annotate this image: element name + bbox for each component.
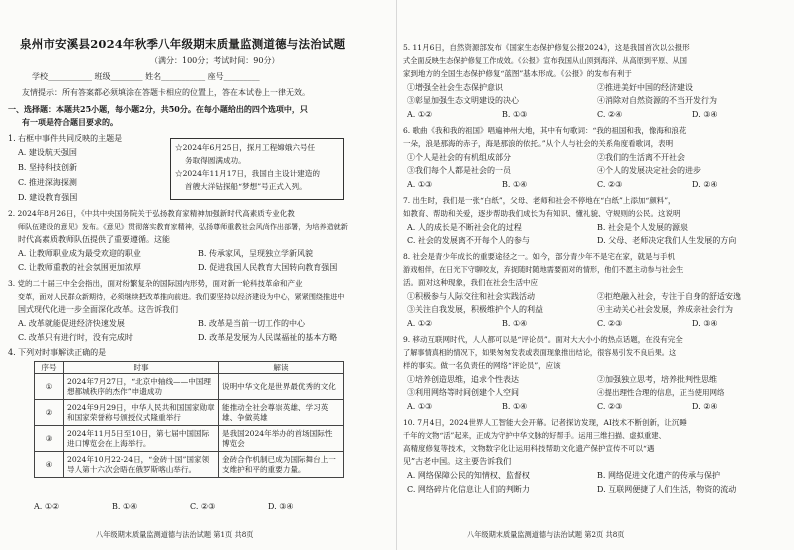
q9-line-2: 了解事情真相的情况下，如果匆匆发表或表面现象推出结论，很容易引发不良后果。这: [403, 348, 677, 357]
q6-item-2: ②我们的生活离不开社会: [597, 153, 685, 162]
q6-option-b[interactable]: B. ①④: [502, 180, 528, 189]
q3-option-c[interactable]: C. 改革只有进行时，没有完成时: [18, 333, 133, 342]
q1-box-line-1: ☆2024年6月25日，探月工程嫦娥六号任: [175, 143, 316, 152]
q1-option-b[interactable]: B. 坚持科技创新: [18, 163, 77, 172]
row-reading: 能推动全社会尊崇英雄、学习英雄、争做英雄: [219, 400, 344, 426]
q8-line-2: 游戏相伴，在日光下守聊咬友，弃捉随时随地需要面对的情形，他们不愿主动参与社会生: [403, 265, 684, 274]
q8-option-d[interactable]: D. ③④: [692, 319, 718, 328]
section-heading-cont: 有一项是符合题目要求的。: [22, 117, 118, 127]
q6-item-1: ①个人是社会的有机组成部分: [407, 153, 511, 162]
page-2: [397, 0, 794, 550]
table-row: [35, 426, 344, 452]
q9-option-b[interactable]: B. ①④: [502, 402, 528, 411]
q6-item-4: ④个人的发展决定社会的进步: [597, 166, 701, 175]
q8-line-1: 8. 社会是青少年成长的重要途径之一。如今，部分青少年不是宅在家，就是与手机: [403, 252, 676, 261]
q1-box-line-4: 首艘大洋钻探船“梦想”号正式入列。: [185, 182, 307, 191]
q4-stem: 4. 下列对时事解读正确的是: [8, 348, 107, 357]
q6-option-c[interactable]: C. ②③: [597, 180, 623, 189]
q10-option-b[interactable]: B. 网络促进文化遗产的传承与保护: [597, 471, 720, 480]
q5-item-2: ②推进美好中国的经济建设: [597, 83, 693, 92]
q6-line-1: 6. 歌曲《我和我的祖国》唱遍神州大地，其中有句歌词：“我的祖国和我，像海和浪花: [403, 126, 687, 135]
q2-line-2: 师队伍建设的意见》发布。《意见》贯彻落实教育家精神，弘扬尊师重教社会风尚作出部署，为培养造就新: [18, 222, 348, 231]
q4-option-c[interactable]: C. ②③: [190, 502, 216, 511]
q7-option-d[interactable]: D. 父母、老师决定我们人生发展的方向: [597, 236, 737, 245]
exam-meta: （满分：100分；考试时间：90分）: [150, 56, 280, 65]
row-event: 2024年11月5日至10日，第七届中国国际进口博览会在上海举行。: [64, 426, 219, 452]
row-event: 2024年7月27日，“北京中轴线——中国理想都城秩序的杰作”申遗成功: [64, 374, 219, 400]
col-header-event: 时事: [64, 362, 219, 374]
q4-option-b[interactable]: B. ①④: [112, 502, 138, 511]
row-no: ②: [35, 400, 64, 426]
q6-option-a[interactable]: A. ①③: [407, 180, 433, 189]
q8-option-b[interactable]: B. ①④: [502, 319, 528, 328]
q5-option-c[interactable]: C. ②④: [597, 110, 623, 119]
table-header-row: [35, 362, 344, 374]
q10-option-a[interactable]: A. 网络保障公民的知情权、监督权: [407, 471, 530, 480]
q3-option-d[interactable]: D. 改革是发展为人民谋福祉的基本方略: [198, 333, 338, 342]
q2-option-a[interactable]: A. 让教师职业成为最受欢迎的职业: [18, 249, 141, 258]
q5-option-a[interactable]: A. ①②: [407, 110, 433, 119]
page-1-footer: 八年级期末质量监测道德与法治试题 第1页 共8页: [96, 530, 254, 539]
q3-line-3: 国式现代化进一步全面深化改革。这告诉我们: [18, 305, 178, 314]
q7-line-2: 如教育、帮助和关爱，逐步帮助我们成长为有知识、懂礼貌、守规则的公民。这说明: [403, 209, 681, 218]
q1-box-line-2: 务取得圆满成功。: [185, 156, 246, 165]
q1-option-d[interactable]: D. 建设教育强国: [18, 193, 78, 202]
q5-item-3: ③彰显加强生态文明建设的决心: [407, 96, 519, 105]
q1-box-line-3: ☆2024年11月17日，我国自主设计建造的: [175, 169, 320, 178]
col-header-reading: 解读: [219, 362, 344, 374]
q8-item-3: ③关注自我发展，积极维护个人的利益: [407, 305, 543, 314]
q2-option-c[interactable]: C. 让教师重教的社会氛围更加浓厚: [18, 263, 141, 272]
q9-option-a[interactable]: A. ①③: [407, 402, 433, 411]
q10-option-d[interactable]: D. 互联网便捷了人们生活，物资的流动: [597, 485, 737, 494]
q10-line-2: 千年的文物“活”起来，正成为守护中华文脉的好帮手。运用三维扫描、虚拟重建、: [403, 431, 666, 440]
row-reading: 金砖合作机制已成为国际舞台上一支维护和平的重要力量。: [219, 452, 344, 478]
student-info-fields: 学校___________ 班级________ 姓名___________ 座号_________: [32, 72, 260, 81]
q4-option-a[interactable]: A. ①②: [34, 502, 60, 511]
q8-item-1: ①积极参与人际交往和社会实践活动: [407, 292, 535, 301]
q9-line-3: 样的事实。做一名负责任的网络“评论员”，应该: [403, 361, 561, 370]
row-no: ④: [35, 452, 64, 478]
table-row: [35, 400, 344, 426]
q4-option-d[interactable]: D. ③④: [268, 502, 294, 511]
q1-option-a[interactable]: A. 建设航天强国: [18, 148, 77, 157]
q3-line-2: 变革，面对人民群众新期待，必须继续把改革推向前进。我们要坚持以经济建设为中心，紧紧围绕推进中: [18, 292, 345, 301]
q9-line-1: 9. 移动互联网时代，人人都可以是“评论员”。面对大大小小的热点话题，在没有完全: [403, 335, 683, 344]
q9-item-4: ④提出理性合理的信息，正当使用网络: [597, 388, 725, 397]
q5-line-2: 式全面反映生态保护修复工作成效。《公报》宣布我国从山顶到海洋、从高原到平原、从国: [403, 56, 687, 65]
q2-option-d[interactable]: D. 促进我国人民教育大国转向教育强国: [198, 263, 338, 272]
q3-option-b[interactable]: B. 改革是当前一切工作的中心: [198, 319, 305, 328]
table-row: [35, 374, 344, 400]
q9-item-1: ①培养创造思维，追求个性表达: [407, 375, 519, 384]
q10-option-c[interactable]: C. 网络碎片化信息让人们的判断力: [407, 485, 530, 494]
q7-option-a[interactable]: A. 人的成长是不断社会化的过程: [407, 223, 522, 232]
q10-line-3: 高精度修复等技术，文物数字化让运用科技帮助文化遗产保护宣传不可以“遇: [403, 444, 655, 453]
q3-line-1: 3. 党的二十届三中全会指出，面对纷繁复杂的国际国内形势，面对新一轮科技革命和产业: [8, 279, 303, 288]
q8-item-4: ④主动关心社会发展，养成亲社会行为: [597, 305, 733, 314]
q7-option-c[interactable]: C. 社会的发展离不开每个人的参与: [407, 236, 530, 245]
q5-option-b[interactable]: B. ①③: [502, 110, 528, 119]
q6-option-d[interactable]: D. ②④: [692, 180, 718, 189]
row-reading: 说明中华文化是世界最优秀的文化: [219, 374, 344, 400]
row-event: 2024年9月29日，中华人民共和国国家勋章和国家荣誉称号颁授仪式隆重举行: [64, 400, 219, 426]
q2-line-1: 2. 2024年8月26日，《中共中央国务院关于弘扬教育家精神加强新时代高素质专业化教: [8, 209, 295, 218]
section-heading: 一、选择题：本题共25小题，每小题2分，共50分。在每小题给出的四个选项中，只: [8, 104, 308, 114]
q2-option-b[interactable]: B. 传承家风，呈现独立学新风貌: [198, 249, 313, 258]
q1-option-c[interactable]: C. 推进深海探测: [18, 178, 77, 187]
q5-item-1: ①增强全社会生态保护意识: [407, 83, 503, 92]
q7-option-b[interactable]: B. 社会是个人发展的源泉: [597, 223, 688, 232]
q10-line-1: 10. 7月4日，2024世界人工智能大会开幕。记者探访发现，AI技术不断创新，让沉睡: [403, 418, 687, 427]
row-no: ①: [35, 374, 64, 400]
q5-line-3: 家到地方的全国生态保护修复“蓝图”基本形成。《公报》的发布有利于: [403, 69, 632, 78]
q4-events-table: [34, 361, 344, 478]
q8-line-3: 活。面对这种现象，我们在社会生活中应: [403, 278, 538, 287]
q8-option-c[interactable]: C. ②③: [597, 319, 623, 328]
q6-item-3: ③我们每个人都是社会的一员: [407, 166, 511, 175]
q9-option-c[interactable]: C. ②③: [597, 402, 623, 411]
exam-title: 泉州市安溪县2024年秋季八年级期末质量监测道德与法治试题: [20, 37, 346, 51]
q2-line-3: 时代高素质教师队伍提供了重要遵循。这能: [18, 235, 170, 244]
q6-line-2: 一朵，浪是那海的赤子，海是那浪的依托。”从个人与社会的关系角度看歌词，表明: [403, 139, 674, 148]
q10-line-4: 见”古老中国。这主要告诉我们: [403, 457, 512, 466]
q1-stem: 1. 右框中事件共同反映的主题是: [8, 134, 123, 143]
col-header-no: 序号: [35, 362, 64, 374]
q9-item-3: ③利用网络等时间创建个人空间: [407, 388, 519, 397]
q3-option-a[interactable]: A. 改革就能促进经济快速发展: [18, 319, 125, 328]
q9-option-d[interactable]: D. ②④: [692, 402, 718, 411]
q7-line-1: 7. 出生时，我们是一张“白纸”，父母、老师和社会不停地在“白纸”上添加“颜料”，: [403, 196, 676, 205]
q5-item-4: ④消除对自然资源的不当开发行为: [597, 96, 717, 105]
table-row: [35, 452, 344, 478]
row-event: 2024年10月22-24日，“金砖十国”国家领导人第十六次会晤在俄罗斯喀山举行。: [64, 452, 219, 478]
row-reading: 是我国2024年举办的首场国际性博览会: [219, 426, 344, 452]
page-2-footer: 八年级期末质量监测道德与法治试题 第2页 共8页: [467, 530, 625, 539]
q1-news-box: [170, 138, 344, 200]
q8-item-2: ②拒绝融入社会，专注于自身的舒适安逸: [597, 292, 741, 301]
q5-line-1: 5. 11月6日，自然资源部发布《国家生态保护修复公报2024》，这是我国首次以公报形: [403, 43, 690, 52]
row-no: ③: [35, 426, 64, 452]
q8-option-a[interactable]: A. ①②: [407, 319, 433, 328]
q9-item-2: ②加强独立思考，培养批判性思维: [597, 375, 717, 384]
notice: 友情提示：所有答案都必须填涂在答题卡相应的位置上，答在本试卷上一律无效。: [22, 88, 310, 97]
q5-option-d[interactable]: D. ③④: [692, 110, 718, 119]
